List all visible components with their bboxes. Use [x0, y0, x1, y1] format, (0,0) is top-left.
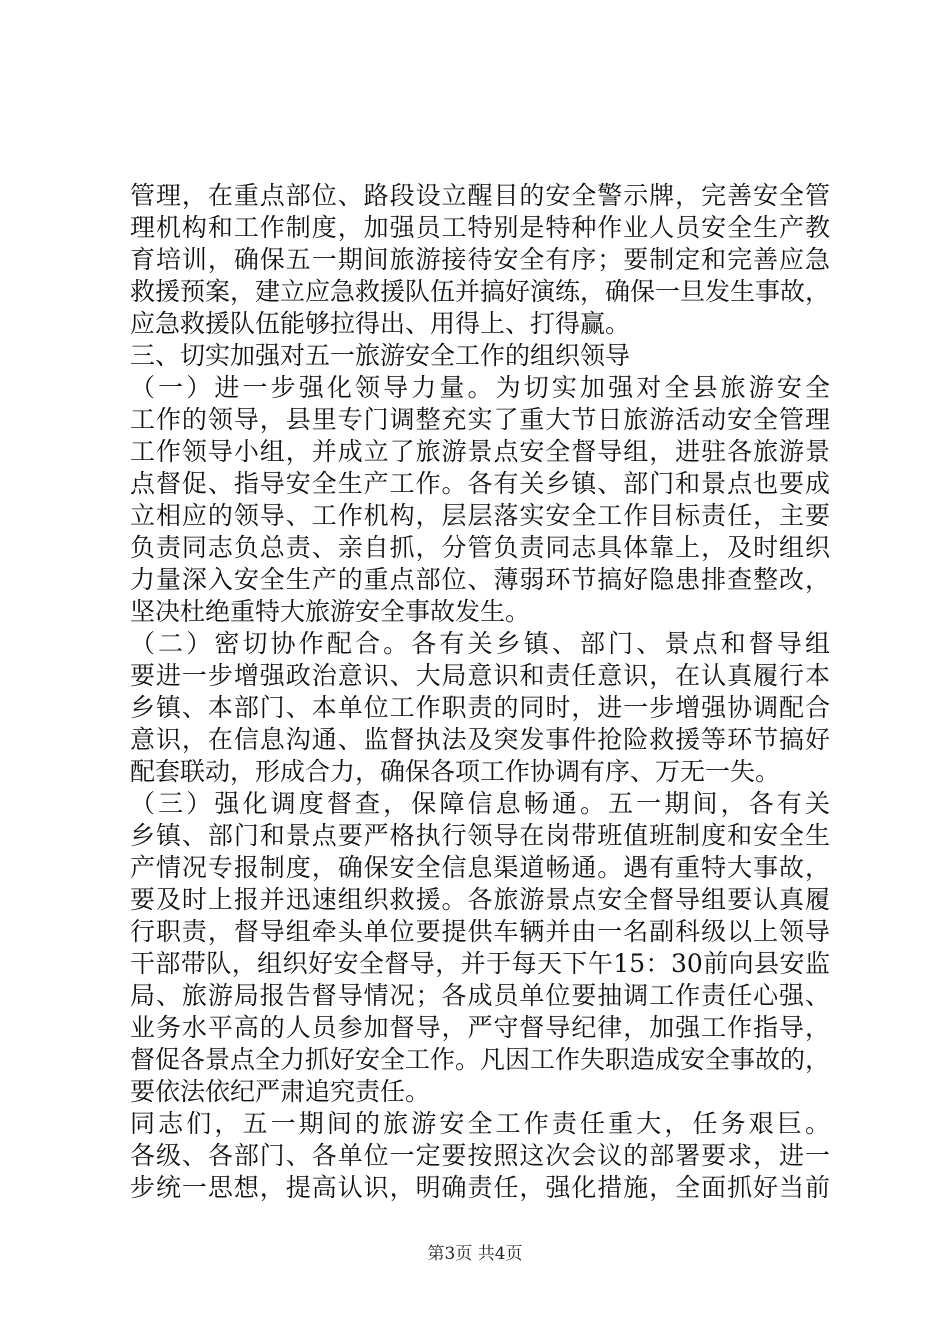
body-line: 要依法依纪严肃追究责任。 [130, 1077, 431, 1106]
body-line: 局、旅游局报告督导情况；各成员单位要抽调工作责任心强、 [130, 981, 830, 1010]
body-line: 行职责，督导组牵头单位要提供车辆并由一名副科级以上领导 [130, 917, 830, 946]
body-line: 工作领导小组，并成立了旅游景点安全督导组，进驻各旅游景 [130, 437, 830, 466]
body-line: （一）进一步强化领导力量。为切实加强对全县旅游安全 [130, 373, 830, 402]
body-line: 负责同志负总责、亲自抓，分管负责同志具体靠上，及时组织 [130, 533, 830, 562]
body-line: 配套联动，形成合力，确保各项工作协调有序、万无一失。 [130, 757, 781, 786]
body-line: 要进一步增强政治意识、大局意识和责任意识，在认真履行本 [130, 661, 830, 690]
body-line: 产情况专报制度，确保安全信息渠道畅通。遇有重特大事故， [130, 853, 830, 882]
body-line: 同志们，五一期间的旅游安全工作责任重大，任务艰巨。 [130, 1109, 830, 1138]
section-heading: 三、切实加强对五一旅游安全工作的组织领导 [130, 341, 631, 370]
body-line: 乡镇、本部门、本单位工作职责的同时，进一步增强协调配合 [130, 693, 830, 722]
body-line: 要及时上报并迅速组织救援。各旅游景点安全督导组要认真履 [130, 885, 830, 914]
body-line: 各级、各部门、各单位一定要按照这次会议的部署要求，进一 [130, 1141, 830, 1170]
body-line: 业务水平高的人员参加督导，严守督导纪律，加强工作指导， [130, 1013, 830, 1042]
body-line: 点督促、指导安全生产工作。各有关乡镇、部门和景点也要成 [130, 469, 830, 498]
body-line: 督促各景点全力抓好安全工作。凡因工作失职造成安全事故的， [130, 1045, 830, 1074]
body-line: 坚决杜绝重特大旅游安全事故发生。 [130, 597, 531, 626]
body-line: 应急救援队伍能够拉得出、用得上、打得赢。 [130, 309, 631, 338]
body-line: 意识，在信息沟通、监督执法及突发事件抢险救援等环节搞好 [130, 725, 830, 754]
page-footer: 第3页 共4页 [427, 1244, 523, 1264]
body-line: 工作的领导，县里专门调整充实了重大节日旅游活动安全管理 [130, 405, 830, 434]
body-line: 力量深入安全生产的重点部位、薄弱环节搞好隐患排查整改， [130, 565, 830, 594]
body-line: 乡镇、部门和景点要严格执行领导在岗带班值班制度和安全生 [130, 821, 830, 850]
body-line: （二）密切协作配合。各有关乡镇、部门、景点和督导组 [130, 629, 830, 658]
body-line: 育培训，确保五一期间旅游接待安全有序；要制定和完善应急 [130, 245, 830, 274]
body-line: 步统一思想，提高认识，明确责任，强化措施，全面抓好当前 [130, 1173, 830, 1202]
body-line: （三）强化调度督查，保障信息畅通。五一期间，各有关 [130, 789, 830, 818]
body-line: 立相应的领导、工作机构，层层落实安全工作目标责任，主要 [130, 501, 830, 530]
body-line: 理机构和工作制度，加强员工特别是特种作业人员安全生产教 [130, 213, 830, 242]
body-line: 干部带队，组织好安全督导，并于每天下午15：30前向县安监 [130, 949, 830, 978]
body-line: 救援预案，建立应急救援队伍并搞好演练，确保一旦发生事故， [130, 277, 830, 306]
body-line: 管理，在重点部位、路段设立醒目的安全警示牌，完善安全管 [130, 181, 830, 210]
